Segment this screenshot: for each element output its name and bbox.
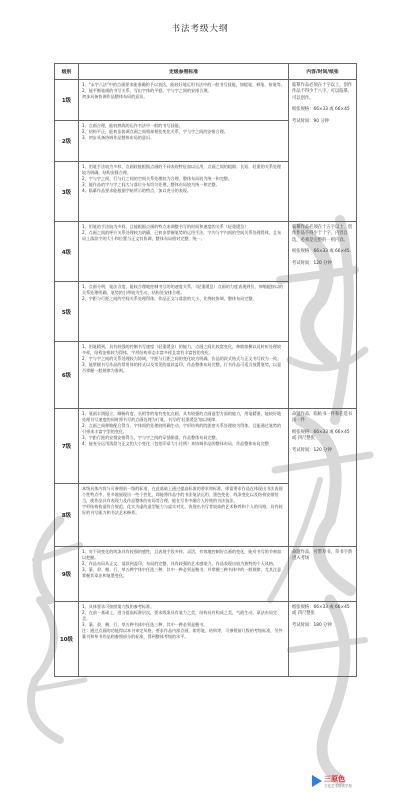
requirements-cell: [289, 80, 357, 222]
level-cell: 3级: [55, 162, 79, 222]
requirement-line: 命题作品，可带草书，草书字典进入考场: [292, 550, 353, 562]
standard-line: 1、具体要求可按照第九级的参考标准。: [82, 604, 155, 609]
requirement-line: 临摹作品必须在十五字以上，创作作品不得少于十字，内容自选，必须是完整的一则内容。: [292, 225, 353, 243]
requirements-cell: [289, 222, 357, 409]
play-icon: [312, 775, 322, 787]
standard-cell: [79, 484, 289, 547]
syllabus-table: [54, 63, 357, 677]
header-standard: 定级参照标准: [79, 64, 289, 80]
standard-line: 3、初步具备协调作品整体布局的意识。: [82, 135, 155, 141]
standard-line: 1、"永字八法"中的点画要求能准确的予以表达，能较好地运用书法中的一般书写技能，如提笔、顿笔、按笔等。: [82, 82, 285, 87]
table-header-row: [55, 64, 357, 80]
standard-line: 2、能平衡笔画的书写关系，写出字体的平稳，字与字之间的安排合理。: [82, 88, 212, 94]
standard-line: 注：通过点画的功能得以本书审定风格，要求作品内部点画，如用笔、结构等，可参照前几级的考级标准，另外篆书和草书作品则参照部分的标准，得到整体考级的水平。: [82, 628, 283, 640]
requirements-cell: [289, 602, 357, 677]
standard-line: 4、能充分运用落款与正文的大小变化（包括印章大小比例）来协调作品的整体布局，作品整体布局完整: [82, 441, 269, 447]
standard-line: 1、点画分明，笔法含度，能较合理地控制书写的的速度关系，（轻重缓急）点画的力度表现到位，伸缩提按以的关系处理明确，笔势的引带较为生动，结构处安排合理。: [82, 284, 284, 296]
standard-line: 3、能掌握书写作品的常用体的样式以及常见的落款盖印，作品整体布局完整，行书作品可适当放置笔势，以是否掌握一般规律为准则。: [82, 362, 282, 374]
standard-line: 1、用笔的手法较为多样，且能根据点画的特点来调整书写的时间和速度的关系（轻重缓急）: [82, 224, 249, 229]
standard-cell: [79, 121, 289, 162]
standard-line: 本级具体内容与可参照前一级的标准，在此基础上通过提高标准的要求和标准，即需要求作品在体现出书法表现个性特点中，更多地展现出一些个性化，即能将作品中的书法笔法运用、墨色变化、线条变化以及结构安排恰当，使作品具有表现力及作品整体的布局等合理，能在写作中融合入传统的书法技法。: [82, 486, 283, 504]
standard-line: 4、临摹作品要求能根据字帖所示的特点，加以充分的表现。: [82, 188, 192, 194]
level-cell: 4级: [55, 222, 79, 282]
standard-cell: [79, 282, 289, 342]
header-level: 级别: [55, 64, 79, 80]
brand-name: 三原色: [324, 775, 345, 783]
standard-cell: [79, 342, 289, 409]
standard-line: 3、能作品的字与字之间大与落位分布均匀处理，整体布局较为统一和完整。: [82, 182, 220, 188]
standard-line: 3、篆、隶、楷、行、草五种书体中任选三种，其中一种必须是楷书。: [82, 622, 208, 628]
requirement-line: 考试时间：90 分钟: [292, 118, 329, 124]
standard-line: 2、结构平正，能初步协调点画之间相却相挂变化关系，字与字之间的安排合理。: [82, 129, 228, 135]
standard-line: 字形结构构造符合规范，化实为虚的造型能力与虚实对比，表现出书写者较高的艺术修养和个人的风格，具有较好的书写能力和书法艺术修养。: [82, 504, 283, 516]
brand-logo: [312, 774, 394, 788]
standard-line: 1、用笔手法较为多样，点画较能根据点画的不同表现特征加以运用，点画之间的粗细、长短、轻重的关系处理较为明确，结构安排合理。: [82, 164, 282, 176]
table-row: [55, 547, 357, 602]
header-requirements: 内容/时间/纸张: [289, 64, 357, 80]
standard-line: 2、点画之间的呼应关系处理较为明确，已初步掌握笔势的运用手法，字内与字内间的空间关系处理得体，且布局上落款字的大小和位置与正文有协调，整体布局相对完整，统一。: [82, 230, 282, 242]
standard-line: 2、在前一基础上，进当提高标准层次，要求线条具有笔力之美，结构具有构成之美，气韵生动，章法布局完美。: [82, 610, 278, 622]
requirement-line: 考试时间：120 分钟: [292, 447, 332, 453]
standard-line: 1、笔画丰润挺立，顺畅有度，长相等的笔有变化点画，具有较强的点画造型方面的能力，用笔精准，能较好地处理书写速度的同时将书写的点画处理为行笔，书写的'轻重缓急'加以规律。: [82, 411, 282, 423]
table-row: [55, 222, 357, 282]
requirement-line: 考试时间：180 分钟: [292, 622, 332, 628]
document-title: 书法考级大纲: [171, 24, 229, 34]
level-cell: 8级: [55, 484, 79, 547]
standard-line: 1、用笔精到，具有较强的控制书写速度（轻重缓急）的能力，点画之间比较富变化，伸缩欹侧以及转折处理较多样，结构安排较为得体，字形结构形态丰富多样且富有丰富性的变化。: [82, 344, 282, 356]
standard-line: 2、字与字之间、行与行之间的空间关系处理较为合理，整体布局较为统一和完整。: [82, 176, 232, 182]
standard-cell: [79, 547, 289, 602]
requirements-cell: [289, 409, 357, 547]
requirement-line: 命题作品，临帖书一件和任选书法一件: [292, 412, 353, 424]
level-cell: 1级: [55, 80, 79, 121]
standard-line: 2、字与字之间的关系处理较为协调，字距与行距之间的变化较为明确，作品的款式格式与正文书写较为一致。: [82, 356, 282, 362]
requirement-line: 纸张规格：66×33 或 66×45 或 四尺整张: [292, 605, 350, 617]
standard-cell: [79, 602, 289, 677]
level-cell: 9级: [55, 547, 79, 602]
standard-cell: [79, 162, 289, 222]
table-row: [55, 409, 357, 484]
standard-line: 2、字距与行距之间的空间关系处理得体，作品正文与落款的大小、比例较协调，整体布局完整。: [82, 296, 257, 302]
standard-line: 2、作品布局从正文、落款到盖印，布局的完整，具有较强的艺术感染力，作品表现出较为独特的个人风格。: [82, 561, 278, 567]
standard-line: 1、对不同变化的线条具有较强的感性，且表现手段多样，灵活，有效地控制好点画的变化，能对书写的节奏加以把握。: [82, 549, 282, 561]
table-row: [55, 602, 357, 677]
standard-cell: [79, 222, 289, 282]
standard-line: 初步具备协调作品整体布局的意识。: [82, 94, 148, 100]
standard-line: 1、点画合理，能较熟练的运作书法中一般的书写技能。: [82, 123, 183, 128]
requirement-line: 纸张规格：66×33 或 66×45: [292, 249, 350, 255]
standard-cell: [79, 409, 289, 484]
requirement-line: 考试时间：120 分钟: [292, 260, 332, 266]
level-cell: 2级: [55, 121, 79, 162]
standard-line: 3、篆、隶、楷、行、草五种字体中任选三种，其中一种必须是楷书，并掌握三种书体中的一般规律，尤其注意掌握其章法和笔墨变化。: [82, 567, 282, 579]
level-cell: 6级: [55, 342, 79, 409]
table-row: [55, 80, 357, 121]
brand-subtitle: 文化艺术培训学校: [324, 784, 352, 788]
requirements-cell: [289, 547, 357, 602]
standard-cell: [79, 80, 289, 121]
requirement-line: 纸张规格：66×33 或 66×45: [292, 107, 350, 113]
requirement-line: 纸张规格：66×33 或 66×45 或 四尺整张: [292, 429, 350, 442]
level-cell: 7级: [55, 409, 79, 484]
standard-line: 3、字距行距的安排安排得当，字与字之间的穿插错落，作品整体布局完整。: [82, 435, 220, 441]
level-cell: 5级: [55, 282, 79, 342]
level-cell: 10级: [55, 602, 79, 677]
standard-line: 2、点画之间伸缩配合得当，字体间的处理较明确生动，字形结构的的流密关系处理较为得体，且能通过笔势的引带来丰富字型的变化。: [82, 423, 282, 435]
requirement-line: 临摹作品必须在十字以上，创作作品不得少于八字，可以临摹，可以创作。: [292, 83, 353, 101]
